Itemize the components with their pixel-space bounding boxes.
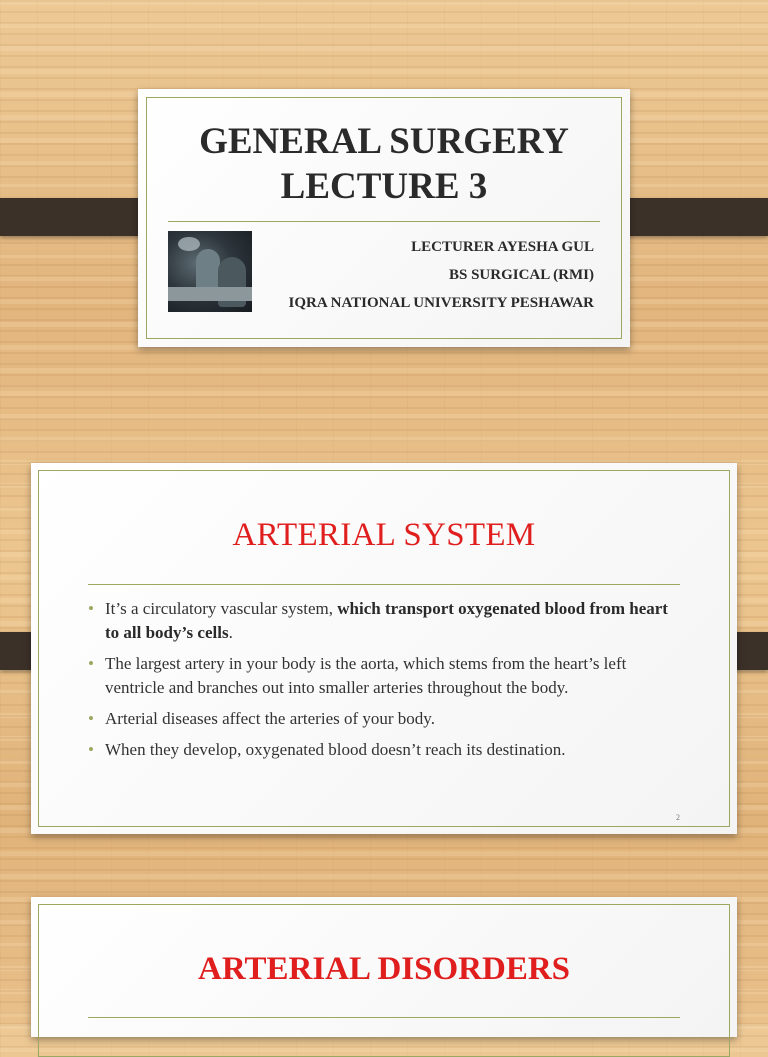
slide-heading: ARTERIAL DISORDERS <box>197 951 571 987</box>
bullet-list <box>88 597 682 769</box>
slide-heading: ARTERIAL SYSTEM <box>232 517 536 553</box>
bullet-icon: • <box>88 709 94 728</box>
bullet-icon: • <box>88 654 94 673</box>
title-line-1: GENERAL SURGERY <box>199 121 569 162</box>
bullet-text: It’s a circulatory vascular system, <box>105 599 338 618</box>
university-name: IQRA NATIONAL UNIVERSITY PESHAWAR <box>288 295 594 311</box>
bullet-text: When they develop, oxygenated blood doesn’t reach its destination. <box>105 740 566 759</box>
lecturer-name: LECTURER AYESHA GUL <box>411 239 594 255</box>
lecturer-credits <box>289 233 594 317</box>
bullet-item <box>88 652 682 700</box>
bullet-item <box>88 738 682 762</box>
bullet-text-tail: . <box>228 623 233 642</box>
left-band-1 <box>0 198 156 236</box>
bullet-text: Arterial diseases affect the arteries of your body. <box>105 709 435 728</box>
bullet-text: The largest artery in your body is the aorta, which stems from the heart’s left ventricle and branches out into smaller arteries throughout the body. <box>105 654 627 697</box>
bullet-bold-text: which transport oxygenated blood from heart to all body’s cells <box>105 599 668 642</box>
slide-arterial-disorders[interactable] <box>31 897 737 1037</box>
title-line-2: LECTURE 3 <box>280 166 488 207</box>
slide-title[interactable] <box>138 89 630 347</box>
divider-rule <box>88 584 680 585</box>
lecturer-degree: BS SURGICAL (RMI) <box>448 267 594 283</box>
slide-title-heading <box>146 119 622 209</box>
bullet-item <box>88 597 682 645</box>
divider-rule <box>168 221 600 222</box>
bullet-item <box>88 707 682 731</box>
slide-arterial-system[interactable] <box>31 463 737 834</box>
divider-rule <box>88 1017 680 1018</box>
page-number: 2 <box>676 813 680 822</box>
right-band-1 <box>612 198 768 236</box>
bullet-icon: • <box>88 599 94 618</box>
surgeons-operating-photo <box>168 231 252 312</box>
bullet-icon: • <box>88 740 94 759</box>
